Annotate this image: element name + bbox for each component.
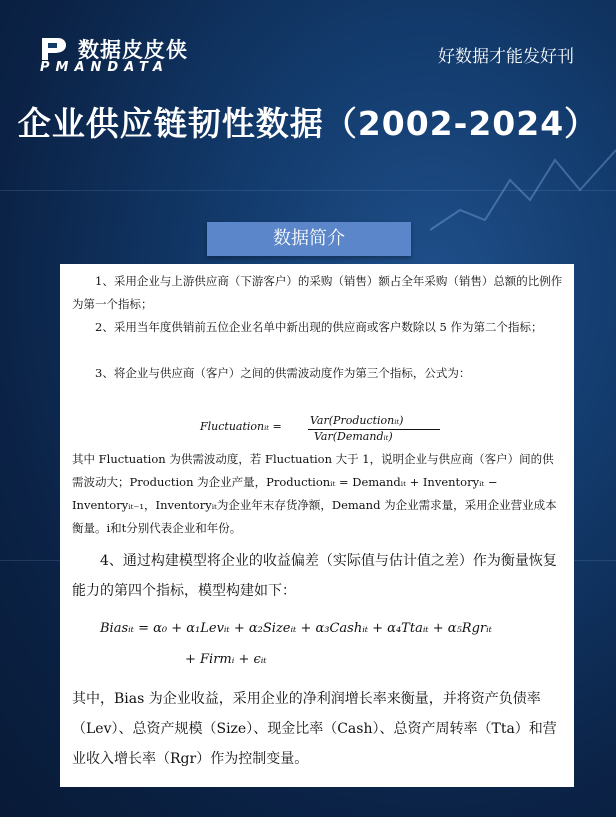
logo-chinese-text: 数据皮皮侠 [78, 38, 188, 62]
paragraph-3: 3、将企业与供应商（客户）之间的供需波动度作为第三个指标，公式为： [95, 366, 471, 380]
formula-numerator: Var(Productionᵢₜ) [310, 414, 404, 427]
header [0, 0, 616, 90]
bias-formula-line-2: + Firmᵢ + ϵᵢₜ [185, 652, 267, 667]
paragraph-1: 1、采用企业与上游供应商（下游客户）的采购（销售）额占全年采购（销售）总额的比例作为第一个指标； [72, 274, 563, 311]
section-tab-data-intro: 数据简介 [207, 222, 411, 256]
fluctuation-formula [200, 414, 520, 444]
paragraph-4: 其中 Fluctuation 为供需波动度，若 Fluctuation 大于 1，说明企业与供应商（客户）间的供需波动大；Production 为企业产量，Productionᵢₜ = Demandᵢₜ + Inventoryᵢₜ − Inventoryᵢₜ₋₁，Inventoryᵢₜ为企业年末存货净额，Demand 为企业需求量，采用企业营业成本衡量。i和t分别代表企业和年份。 [72, 452, 557, 535]
slogan: 好数据才能发好刊 [438, 47, 574, 67]
paragraph-6: 其中，Bias 为企业收益，采用企业的净利润增长率来衡量，并将资产负债率（Lev）、总资产规模（Size）、现金比率（Cash）、总资产周转率（Tta）和营业收入增长率（Rgr）作为控制变量。 [72, 691, 557, 767]
formula-denominator: Var(Demandᵢₜ) [314, 430, 393, 443]
paragraph-2: 2、采用当年度供销前五位企业名单中新出现的供应商或客户数除以 5 作为第二个指标； [95, 320, 543, 334]
paragraph-5: 4、通过构建模型将企业的收益偏差（实际值与估计值之差）作为衡量恢复能力的第四个指标，模型构建如下： [72, 553, 557, 599]
formula-lhs: Fluctuationᵢₜ = [200, 420, 282, 433]
brand-logo[interactable] [40, 36, 240, 76]
background-trend-line [430, 140, 616, 260]
document-panel [60, 264, 574, 787]
bias-formula-line-1: Biasᵢₜ = α₀ + α₁Levᵢₜ + α₂Sizeᵢₜ + α₃Cashᵢₜ + α₄Ttaᵢₜ + α₅Rgrᵢₜ [100, 621, 492, 636]
page-title: 企业供应链韧性数据（2002-2024） [17, 104, 599, 143]
logo-english-text: PMANDATA [40, 60, 169, 75]
